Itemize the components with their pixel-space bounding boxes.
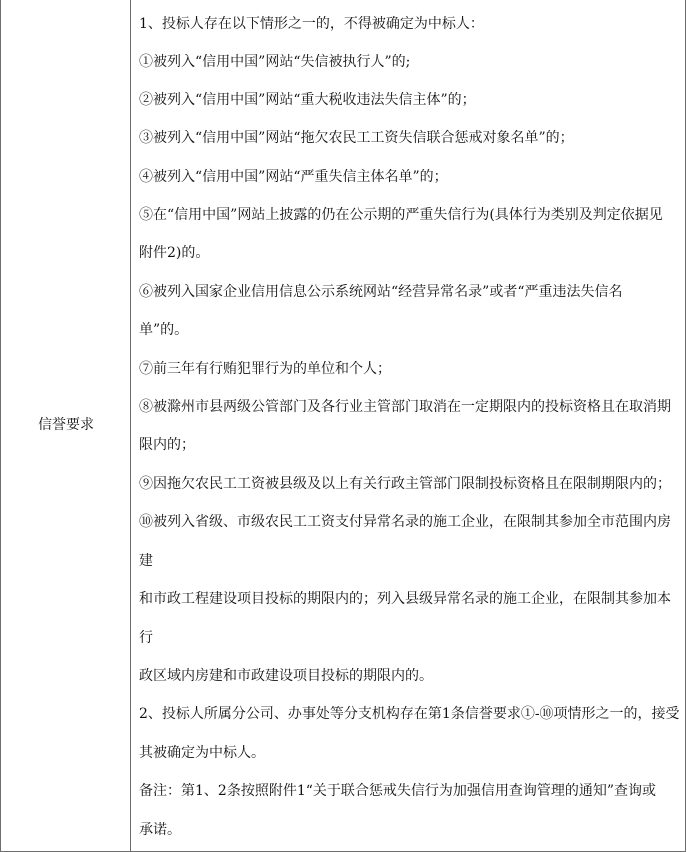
text-line: 2、投标人所属分公司、办事处等分支机构存在第1条信誉要求①-⑩项情形之一的，接受 xyxy=(139,706,680,722)
text-line: ⑩被列入省级、市级农民工工资支付异常名录的施工企业，在限制其参加全市范围内房 xyxy=(139,514,671,530)
text-line: ⑦前三年有行贿犯罪行为的单位和个人； xyxy=(139,361,391,377)
row-label: 信誉要求 xyxy=(38,417,94,433)
text-line: 附件2)的。 xyxy=(139,245,210,261)
text-line: ⑧被滁州市县两级公管部门及各行业主管部门取消在一定期限内的投标资格且在取消期 xyxy=(139,399,671,415)
text-line: ①被列入“信用中国”网站“失信被执行人”的; xyxy=(139,54,411,70)
text-line: 政区域内房建和市政建设项目投标的期限内的。 xyxy=(139,668,433,684)
text-line: ③被列入“信用中国”网站“拖欠农民工工资失信联合惩戒对象名单”的； xyxy=(139,130,574,146)
text-line: 限内的； xyxy=(139,437,195,453)
label-cell xyxy=(1,0,131,851)
text-line: ⑤在“信用中国”网站上披露的仍在公示期的严重失信行为(具体行为类别及判定依据见 xyxy=(139,207,663,223)
text-line: 备注：第1、2条按照附件1“关于联合惩戒失信行为加强信用查询管理的通知”查询或 xyxy=(139,783,657,799)
content-cell xyxy=(131,0,685,851)
text-line: 建 xyxy=(139,553,153,569)
text-line: 其被确定为中标人。 xyxy=(139,745,265,761)
text-line: 单”的。 xyxy=(139,322,189,338)
text-line: ⑨因拖欠农民工工资被县级及以上有关行政主管部门限制投标资格且在限制期限内的； xyxy=(139,476,671,492)
text-line: 1、投标人存在以下情形之一的，不得被确定为中标人： xyxy=(139,16,484,32)
text-line: 行 xyxy=(139,630,153,646)
text-line: 承诺。 xyxy=(139,822,181,838)
text-line: 和市政工程建设项目投标的期限内的；列入县级异常名录的施工企业，在限制其参加本 xyxy=(139,591,671,607)
text-line: ②被列入“信用中国”网站“重大税收违法失信主体”的； xyxy=(139,92,476,108)
text-line: ⑥被列入国家企业信用信息公示系统网站“经营异常名录”或者“严重违法失信名 xyxy=(139,284,623,300)
text-line: ④被列入“信用中国”网站“严重失信主体名单”的； xyxy=(139,169,448,185)
